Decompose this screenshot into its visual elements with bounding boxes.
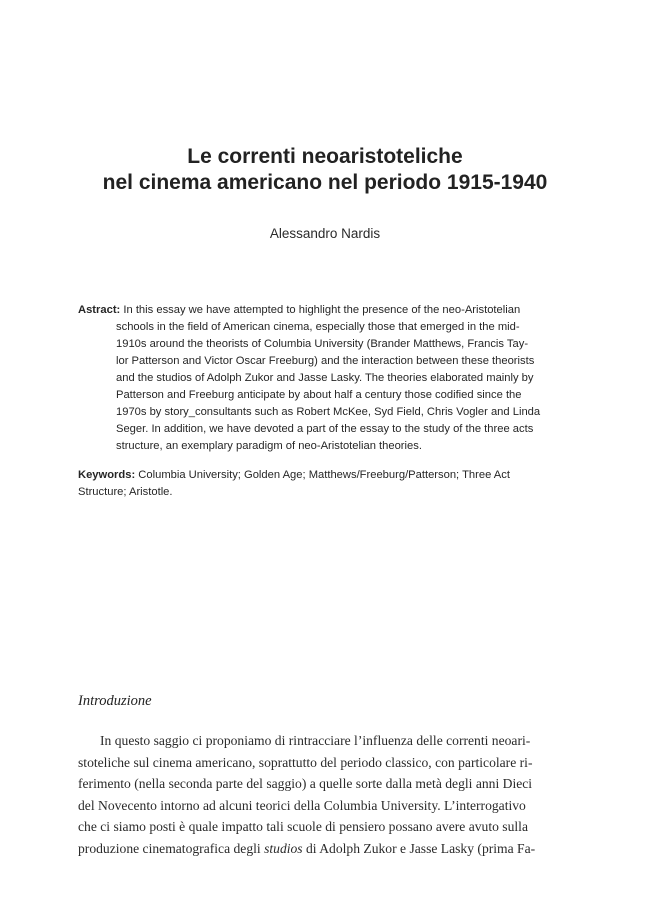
body-line: In questo saggio ci proponiamo di rintracciare l’influenza delle correnti neoari-: [100, 733, 531, 748]
body-line: del Novecento intorno ad alcuni teorici della Columbia University. L’interrogativo: [78, 797, 526, 813]
section-heading: Introduzione: [78, 693, 152, 709]
body-text-segment: di Adolph Zukor e Jasse Lasky (prima Fa-: [302, 840, 536, 856]
abstract-text: In this essay we have attempted to highlight the presence of the neo-Aristotelian: [120, 304, 521, 316]
paper-title: [0, 144, 650, 196]
title-line-1: Le correnti neoaristoteliche: [187, 145, 463, 168]
keywords-label: Keywords:: [78, 469, 136, 481]
abstract-line: schools in the field of American cinema, especially those that emerged in the mid-: [116, 321, 520, 333]
keywords-text: Columbia University; Golden Age; Matthews/Freeburg/Patterson; Three Act: [135, 469, 510, 481]
keywords-line: Structure; Aristotle.: [78, 486, 173, 498]
title-line-2: nel cinema americano nel periodo 1915-1940: [102, 171, 548, 194]
abstract-line: 1970s by story_consultants such as Robert McKee, Syd Field, Chris Vogler and Linda: [116, 406, 541, 418]
abstract-line: Patterson and Freeburg anticipate by about half a century those codified since the: [116, 389, 522, 401]
keywords-line: [78, 467, 574, 484]
keywords-block: [78, 467, 574, 501]
body-line: stoteliche sul cinema americano, soprattutto del periodo classico, con particolare ri-: [78, 754, 533, 770]
abstract-line: [78, 302, 574, 319]
body-line: ferimento (nella seconda parte del saggio) a quelle sorte dalla metà degli anni Dieci: [78, 776, 533, 792]
abstract-label: Astract:: [78, 304, 121, 316]
body-line: [78, 838, 574, 860]
abstract-line: 1910s around the theorists of Columbia University (Brander Matthews, Francis Tay-: [116, 338, 529, 350]
abstract-line: and the studios of Adolph Zukor and Jasse Lasky. The theories elaborated mainly by: [116, 372, 534, 384]
abstract-line: lor Patterson and Victor Oscar Freeburg) and the interaction between these theorists: [116, 355, 535, 367]
abstract-block: [78, 302, 574, 455]
author-name: Alessandro Nardis: [269, 226, 381, 241]
body-text-segment: produzione cinematografica degli: [78, 840, 265, 856]
abstract-line: Seger. In addition, we have devoted a part of the essay to the study of the three acts: [116, 423, 534, 435]
abstract-line: structure, an exemplary paradigm of neo-Aristotelian theories.: [116, 440, 422, 452]
body-paragraph: [78, 730, 574, 860]
body-italic-term: studios: [264, 840, 303, 856]
body-line: che ci siamo posti è quale impatto tali scuole di pensiero possano avere avuto sulla: [78, 819, 528, 835]
